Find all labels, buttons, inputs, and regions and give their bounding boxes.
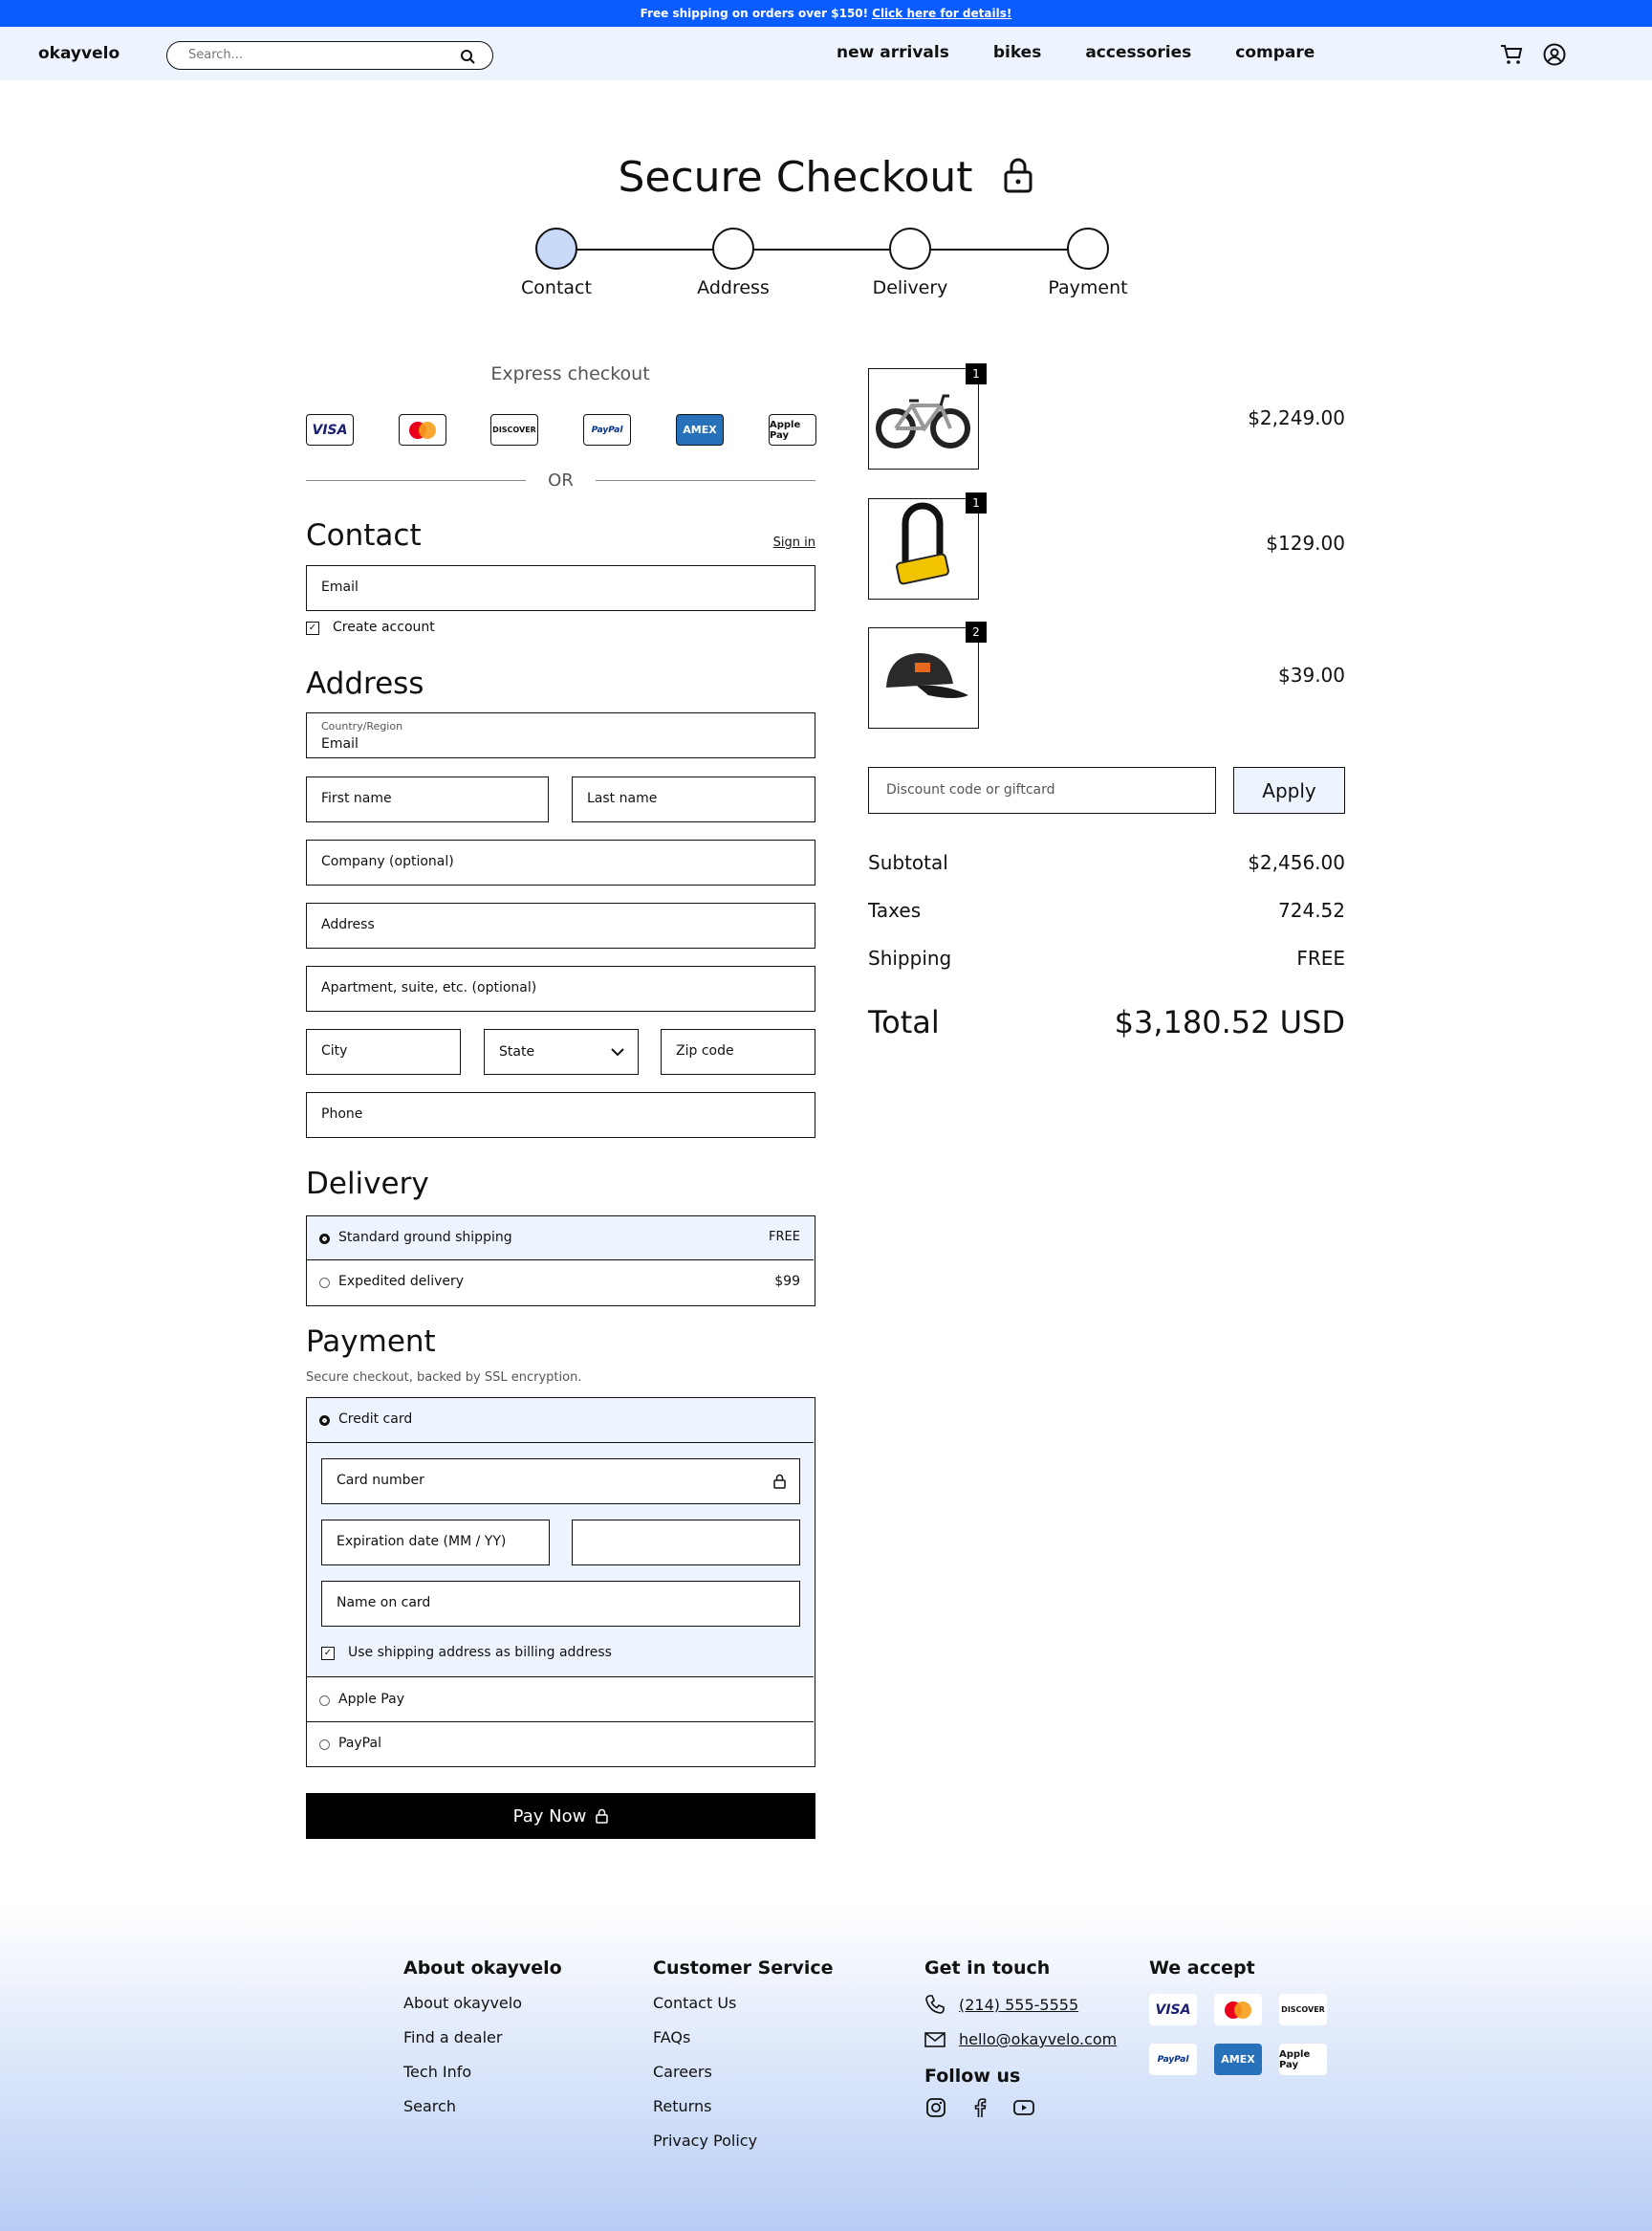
- shipping-row: [868, 947, 1345, 970]
- discover-icon: DISCOVER: [1279, 1994, 1327, 2025]
- payment-option-label: PayPal: [338, 1736, 381, 1751]
- taxes-row: [868, 899, 1345, 922]
- stepper-line: [541, 249, 1073, 251]
- express-checkout-methods: [306, 414, 815, 447]
- mastercard-icon: [405, 420, 440, 441]
- taxes-label: Taxes: [868, 899, 922, 922]
- accepted-payments: [1149, 1994, 1331, 2089]
- cart-item-price: $129.00: [1266, 532, 1345, 555]
- country-value: Email: [321, 736, 359, 752]
- delivery-option-label: Expedited delivery: [338, 1274, 465, 1289]
- step-label: Payment: [1048, 277, 1128, 298]
- phone-field[interactable]: [306, 1092, 815, 1138]
- subtotal-row: [868, 851, 1345, 874]
- phone-icon: [924, 1994, 946, 2015]
- discount-input[interactable]: [886, 782, 1192, 798]
- step-circle: [889, 228, 931, 270]
- security-code-input[interactable]: [587, 1534, 769, 1549]
- cart-item-qty: 2: [966, 622, 987, 643]
- footer-service: [653, 1958, 834, 2166]
- footer-service-heading: Customer Service: [653, 1958, 834, 1979]
- express-checkout-title: Express checkout: [490, 363, 650, 384]
- radio-selected[interactable]: [319, 1415, 330, 1426]
- cart-item-qty: 1: [966, 363, 987, 384]
- step-payment[interactable]: [1031, 228, 1145, 298]
- amex-icon: AMEX: [1214, 2044, 1262, 2075]
- payment-option-paypal[interactable]: [307, 1722, 814, 1766]
- lock-icon: [1002, 156, 1034, 194]
- phone-input[interactable]: [321, 1106, 728, 1122]
- apple-pay-button[interactable]: Apple Pay: [769, 414, 816, 446]
- payment-option-label: Apple Pay: [338, 1692, 404, 1707]
- country-label: Country/Region: [321, 720, 403, 733]
- delivery-option-price: $99: [774, 1274, 800, 1289]
- delivery-option-price: FREE: [769, 1230, 800, 1244]
- security-code-field[interactable]: [572, 1520, 800, 1565]
- brand-logo[interactable]: okayvelo: [38, 44, 120, 63]
- footer-follow-heading: Follow us: [924, 2066, 1021, 2087]
- footer-link[interactable]: Contact Us: [653, 1994, 737, 2012]
- name-on-card-field[interactable]: [321, 1581, 800, 1627]
- discover-button[interactable]: DISCOVER: [490, 414, 538, 446]
- pay-now-button[interactable]: [306, 1793, 815, 1839]
- step-delivery[interactable]: [853, 228, 967, 298]
- apply-button[interactable]: Apply: [1233, 767, 1345, 814]
- mastercard-logo: [1221, 2000, 1255, 2021]
- shipping-label: Shipping: [868, 947, 952, 970]
- step-label: Contact: [521, 277, 592, 298]
- u-lock-image-icon: [869, 499, 977, 598]
- page-title-text: Secure Checkout: [618, 153, 973, 202]
- cap-image-icon: [869, 628, 977, 727]
- billing-same-checkbox[interactable]: ✓: [321, 1647, 335, 1660]
- footer-about: [403, 1958, 562, 2132]
- step-label: Address: [697, 277, 770, 298]
- mail-icon: [924, 2031, 946, 2048]
- promo-link[interactable]: Click here for details!: [872, 7, 1012, 20]
- total-label: Total: [868, 1004, 940, 1040]
- footer-phone-text[interactable]: (214) 555-5555: [959, 1995, 1079, 2014]
- footer-link[interactable]: Privacy Policy: [653, 2132, 758, 2150]
- radio-selected[interactable]: [319, 1234, 330, 1244]
- company-field[interactable]: [306, 840, 815, 886]
- taxes-value: 724.52: [1278, 899, 1345, 922]
- footer-link[interactable]: Returns: [653, 2097, 712, 2115]
- promo-text: Free shipping on orders over $150!: [640, 7, 869, 20]
- search-box[interactable]: [166, 41, 493, 70]
- or-text: OR: [548, 470, 574, 491]
- footer-contact: [924, 1958, 1117, 2119]
- pay-now-label: Pay Now: [512, 1805, 587, 1826]
- footer-link[interactable]: About okayvelo: [403, 1994, 522, 2012]
- radio-unselected[interactable]: [319, 1695, 330, 1706]
- cart-item-image: [868, 498, 979, 600]
- billing-same-label: Use shipping address as billing address: [348, 1645, 612, 1660]
- credit-card-form: [307, 1443, 814, 1677]
- mastercard-icon: [1214, 1994, 1262, 2025]
- step-circle: [712, 228, 754, 270]
- chevron-down-icon: [611, 1047, 624, 1057]
- zip-field[interactable]: [661, 1029, 815, 1075]
- city-field[interactable]: [306, 1029, 461, 1075]
- mastercard-button[interactable]: [399, 414, 446, 446]
- city-input[interactable]: [321, 1043, 444, 1059]
- paypal-icon: PayPal: [1149, 2044, 1197, 2075]
- paypal-button[interactable]: PayPal: [583, 414, 631, 446]
- shipping-value: FREE: [1296, 947, 1345, 970]
- visa-icon: VISA: [1149, 1994, 1197, 2025]
- email-field[interactable]: [306, 565, 815, 611]
- nav-link-accessories[interactable]: accessories: [1085, 43, 1192, 62]
- sign-in-link[interactable]: Sign in: [772, 536, 815, 550]
- bike-image-icon: [869, 369, 977, 468]
- or-divider: [306, 470, 815, 490]
- payment-options: [306, 1397, 815, 1767]
- create-account-checkbox[interactable]: ✓: [306, 622, 319, 635]
- step-contact[interactable]: [499, 228, 614, 298]
- cart-item-image: [868, 368, 979, 470]
- delivery-option-label: Standard ground shipping: [338, 1230, 512, 1245]
- instagram-icon[interactable]: [924, 2096, 947, 2119]
- apartment-field[interactable]: [306, 966, 815, 1012]
- nav-link-bikes[interactable]: bikes: [992, 43, 1042, 62]
- step-circle: [1067, 228, 1109, 270]
- create-account-label: Create account: [333, 620, 435, 635]
- account-icon[interactable]: [1542, 42, 1567, 67]
- youtube-icon[interactable]: [1012, 2096, 1035, 2119]
- visa-button[interactable]: VISA: [306, 414, 354, 446]
- footer-link[interactable]: Find a dealer: [403, 2028, 503, 2046]
- step-label: Delivery: [872, 277, 948, 298]
- apple-pay-icon: Apple Pay: [1279, 2044, 1327, 2075]
- subtotal-label: Subtotal: [868, 851, 948, 874]
- country-select[interactable]: [306, 712, 815, 758]
- address-heading: Address: [306, 667, 424, 701]
- footer-contact-heading: Get in touch: [924, 1958, 1051, 1979]
- social-links: [924, 2096, 1117, 2119]
- cart-item-qty: 1: [966, 492, 987, 514]
- discount-field[interactable]: [868, 767, 1216, 814]
- payment-option-credit-card[interactable]: [307, 1398, 814, 1443]
- payment-subtitle: Secure checkout, backed by SSL encryption.: [306, 1370, 582, 1385]
- lock-icon: [773, 1474, 786, 1489]
- address-input[interactable]: [321, 917, 728, 932]
- step-address[interactable]: [676, 228, 791, 298]
- radio-unselected[interactable]: [319, 1278, 330, 1288]
- total-row: [868, 1004, 1345, 1040]
- footer-email[interactable]: [924, 2030, 1117, 2048]
- amex-button[interactable]: AMEX: [676, 414, 724, 446]
- lock-icon: [596, 1808, 608, 1824]
- state-select[interactable]: [484, 1029, 639, 1075]
- search-input[interactable]: [188, 48, 446, 62]
- cart-item-price: $2,249.00: [1248, 406, 1345, 429]
- footer: [0, 1903, 1652, 2231]
- name-on-card-input[interactable]: [337, 1595, 718, 1610]
- checkout-form: [306, 363, 815, 1826]
- search-icon[interactable]: [460, 49, 475, 64]
- footer-about-heading: About okayvelo: [403, 1958, 562, 1979]
- cart-item-price: $39.00: [1278, 664, 1345, 687]
- subtotal-value: $2,456.00: [1248, 851, 1345, 874]
- expiration-input[interactable]: [337, 1534, 518, 1549]
- payment-option-apple-pay[interactable]: [307, 1678, 814, 1722]
- first-name-field[interactable]: [306, 776, 549, 822]
- company-input[interactable]: [321, 854, 728, 869]
- nav-links: [837, 43, 1315, 62]
- apartment-input[interactable]: [321, 980, 728, 995]
- last-name-input[interactable]: [587, 791, 780, 806]
- email-input[interactable]: [321, 580, 728, 595]
- delivery-options: [306, 1215, 815, 1306]
- card-number-input[interactable]: [337, 1473, 718, 1488]
- checkout-stepper: [503, 228, 1134, 314]
- cart-icon[interactable]: [1499, 42, 1524, 67]
- footer-email-text[interactable]: hello@okayvelo.com: [959, 2030, 1118, 2048]
- radio-unselected[interactable]: [319, 1739, 330, 1750]
- page-title: [0, 153, 1652, 202]
- footer-accept: [1149, 1958, 1331, 2089]
- total-value: $3,180.52 USD: [1114, 1004, 1345, 1040]
- top-nav: [0, 27, 1652, 80]
- footer-link[interactable]: FAQs: [653, 2028, 691, 2046]
- delivery-option-expedited[interactable]: [307, 1260, 814, 1304]
- nav-link-compare[interactable]: compare: [1235, 43, 1315, 62]
- zip-input[interactable]: [676, 1043, 798, 1059]
- last-name-field[interactable]: [572, 776, 815, 822]
- nav-link-new-arrivals[interactable]: new arrivals: [837, 43, 949, 62]
- delivery-heading: Delivery: [306, 1167, 429, 1201]
- expiration-field[interactable]: [321, 1520, 550, 1565]
- first-name-input[interactable]: [321, 791, 514, 806]
- footer-link[interactable]: Search: [403, 2097, 456, 2115]
- cart-item-image: [868, 627, 979, 729]
- state-value: State: [499, 1044, 535, 1060]
- delivery-option-standard[interactable]: [307, 1216, 814, 1260]
- footer-link[interactable]: Tech Info: [403, 2063, 472, 2081]
- step-circle: [535, 228, 577, 270]
- footer-phone[interactable]: [924, 1994, 1117, 2015]
- promo-bar: [0, 0, 1652, 27]
- footer-accept-heading: We accept: [1149, 1958, 1255, 1979]
- contact-heading: Contact: [306, 518, 422, 553]
- address-field[interactable]: [306, 903, 815, 949]
- card-number-field[interactable]: [321, 1458, 800, 1504]
- payment-heading: Payment: [306, 1324, 436, 1359]
- facebook-icon[interactable]: [968, 2096, 991, 2119]
- footer-link[interactable]: Careers: [653, 2063, 712, 2081]
- payment-option-label: Credit card: [338, 1411, 413, 1427]
